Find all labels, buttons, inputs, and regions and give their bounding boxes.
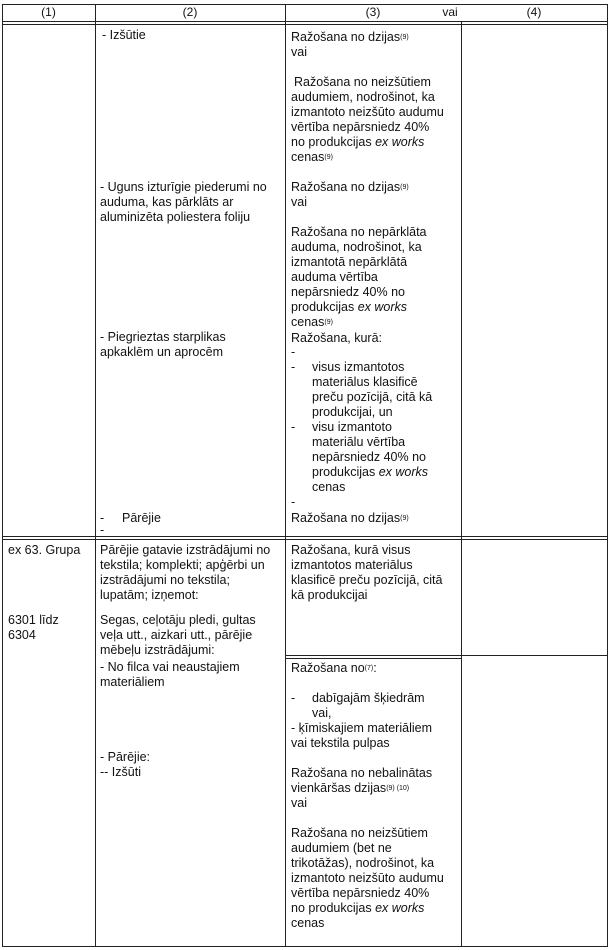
header-col-3: (3) xyxy=(365,5,381,19)
rule-neizsutiem-line-5: no produkcijas ex works xyxy=(291,135,425,149)
rule-skiedram-dash: - xyxy=(291,691,296,705)
rule-neizsutiem-line-1: Ražošana no neizšūtiem xyxy=(294,75,431,89)
rule-kura-line-5: visu izmantoto xyxy=(312,420,392,434)
header-col-2: (2) xyxy=(182,5,198,19)
rule-r2-line-1: Ražošana, kurā visus xyxy=(291,543,411,557)
cell-divider-col3 xyxy=(285,655,461,656)
rule-neparklata-line-2: auduma, nodrošinot, ka xyxy=(291,240,422,254)
rule-neizsutiem2-line-2: audumiem (bet ne xyxy=(291,841,392,855)
rule-kura-line-9: cenas xyxy=(312,480,346,494)
rule-kura-line-8: produkcijas ex works xyxy=(312,465,429,479)
rule-kura-dash-3: - xyxy=(291,495,296,509)
rule-razosana-no: Ražošana $no^{(7)}$: xyxy=(291,661,377,675)
rule-kura-dash-0: - xyxy=(291,345,296,359)
desc-line-2: tekstila; komplekti; apģērbi un xyxy=(100,558,265,572)
filca-line-1: - No filca vai neaustajiem xyxy=(100,660,240,674)
item-uguns-line-2: auduma, kas pārklāts ar xyxy=(100,195,234,209)
rule-nebalinatas-line-2: vienkāršas dzijas$^{(9) (10)}$ xyxy=(291,781,410,795)
rule-neizsutiem-line-6: cenas$^{(9)}$ xyxy=(291,150,333,164)
filca-line-2: materiāliem xyxy=(100,675,165,689)
rule-skiedram-line-2: vai, xyxy=(312,706,332,720)
rule-vai-3: vai xyxy=(291,796,307,810)
desc-line-4: lupatām; izņemot: xyxy=(100,588,199,602)
header-vai: vai xyxy=(442,5,458,19)
rule-r2-line-2: izmantotos materiālus xyxy=(291,558,413,572)
row-divider-2 xyxy=(2,539,607,540)
column-divider-1-2 xyxy=(95,4,96,947)
table-border-right xyxy=(607,4,608,947)
heading-6301-line-2: 6304 xyxy=(8,628,36,642)
rule-neizsutiem2-line-3: trikotāžas), nodrošinot, ka xyxy=(291,856,435,870)
rule-kura-line-7: nepārsniedz 40% no xyxy=(312,450,426,464)
rule-neizsutiem2-line-6: no produkcijas ex works xyxy=(291,901,425,915)
rule-neizsutiem-line-4: vērtība nepārsniedz 40% xyxy=(291,120,430,134)
desc-line-1: Pārējie gatavie izstrādājumi no xyxy=(100,543,271,557)
rule-dzijas-3: Ražošana no dzijas$^{(9)}$ xyxy=(291,511,409,525)
rule-kura-heading: Ražošana, kurā: xyxy=(291,331,383,345)
rule-neizsutiem2-line-7: cenas xyxy=(291,916,325,930)
rule-dzijas-2: Ražošana no dzijas$^{(9)}$ xyxy=(291,180,409,194)
item-parejie-dash: - xyxy=(100,511,105,525)
column-divider-3-4 xyxy=(461,22,462,947)
rule-neizsutiem-line-2: audumiem, nodrošinot, ka xyxy=(291,90,435,104)
heading-6301-line-1: 6301 līdz xyxy=(8,613,59,627)
item-parejie: Pārējie xyxy=(122,511,161,525)
rule-vai-2: vai xyxy=(291,195,307,209)
table-border-left xyxy=(2,4,3,947)
rule-kura-line-4: produkcijai, un xyxy=(312,405,393,419)
desc-line-3: izstrādājumi no tekstila; xyxy=(100,573,230,587)
rule-kura-line-2: materiālus klasificē xyxy=(312,375,418,389)
rule-neizsutiem-line-3: izmantoto neizšūto audumu xyxy=(291,105,444,119)
rule-dzijas-1: Ražošana no dzijas$^{(9)}$ xyxy=(291,30,409,44)
rule-kimiskajiem-line-2: vai tekstila pulpas xyxy=(291,736,390,750)
rule-kura-line-1: visus izmantotos xyxy=(312,360,405,374)
rule-neparklata-line-1: Ražošana no nepārklāta xyxy=(291,225,427,239)
group-ex-63: ex 63. Grupa xyxy=(8,543,81,557)
cell-divider-col4 xyxy=(461,655,607,656)
item-piegrieztas-line-1: - Piegrieztas starplikas xyxy=(100,330,226,344)
column-divider-2-3 xyxy=(285,4,286,947)
segas-line-3: mēbeļu izstrādājumi: xyxy=(100,643,215,657)
rule-neparklata-line-4: auduma vērtība xyxy=(291,270,378,284)
rule-kimiskajiem-line-1: - ķīmiskajiem materiāliem xyxy=(291,721,432,735)
header-col-4: (4) xyxy=(526,5,542,19)
item-uguns-line-3: aluminizēta poliestera foliju xyxy=(100,210,251,224)
cell-divider-col3-b xyxy=(285,658,461,659)
rule-kura-line-6: materiālu vērtība xyxy=(312,435,406,449)
rule-r2-line-4: kā produkcijai xyxy=(291,588,368,602)
rule-neizsutiem2-line-1: Ražošana no neizšūtiem xyxy=(291,826,428,840)
table-bottom-border xyxy=(2,946,607,947)
item-izsutie: - Izšūtie xyxy=(102,28,146,42)
item-parejie-dash-2: - xyxy=(100,523,105,537)
item-uguns-line-1: - Uguns izturīgie piederumi no xyxy=(100,180,267,194)
row-divider xyxy=(2,536,607,537)
rule-vai-1: vai xyxy=(291,45,307,59)
rule-skiedram-line-1: dabīgajām šķiedrām xyxy=(312,691,425,705)
header-col-1: (1) xyxy=(41,5,56,19)
rule-kura-dash-1: - xyxy=(291,360,296,374)
rule-neparklata-line-5: nepārsniedz 40% no xyxy=(291,285,405,299)
rule-kura-dash-2: - xyxy=(291,420,296,434)
segas-line-1: Segas, ceļotāju pledi, gultas xyxy=(100,613,256,627)
header-bottom-border xyxy=(2,21,607,22)
rule-neparklata-line-3: izmantotā nepārklātā xyxy=(291,255,408,269)
rule-kura-line-3: preču pozīcijā, citā kā xyxy=(312,390,433,404)
rule-nebalinatas-line-1: Ražošana no nebalinātas xyxy=(291,766,433,780)
rule-neizsutiem2-line-4: izmantoto neizšūto audumu xyxy=(291,871,444,885)
rule-neparklata-line-7: cenas$^{(9)}$ xyxy=(291,315,333,329)
segas-line-2: veļa utt., aizkari utt., pārējie xyxy=(100,628,253,642)
parejie-2: - Pārējie: xyxy=(100,750,151,764)
rule-neparklata-line-6: produkcijas ex works xyxy=(291,300,408,314)
rule-neizsutiem2-line-5: vērtība nepārsniedz 40% xyxy=(291,886,430,900)
izsuti: -- Izšūti xyxy=(100,765,141,779)
header-bottom-border-2 xyxy=(2,24,607,25)
item-piegrieztas-line-2: apkaklēm un aprocēm xyxy=(100,345,223,359)
rule-r2-line-3: klasificē preču pozīcijā, citā xyxy=(291,573,443,587)
